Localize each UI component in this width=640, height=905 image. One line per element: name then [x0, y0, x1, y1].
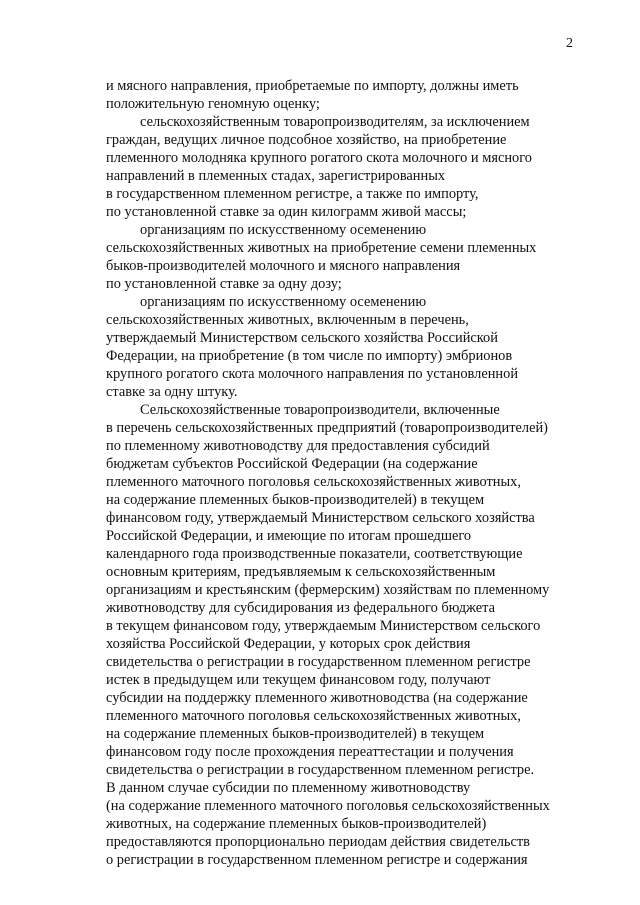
text-line: финансовом году после прохождения переаттестации и получения — [106, 744, 514, 760]
text-line: сельскохозяйственных животных на приобретение семени племенных — [106, 240, 537, 256]
text-line: крупного рогатого скота молочного направления по установленной — [106, 366, 519, 382]
text-line: направлений в племенных стадах, зарегистрированных — [106, 168, 446, 184]
text-line: граждан, ведущих личное подсобное хозяйство, на приобретение — [106, 132, 507, 148]
text-line: племенного молодняка крупного рогатого скота молочного и мясного — [106, 150, 532, 166]
paragraph — [106, 221, 573, 293]
text-line: Федерации, на приобретение (в том числе по импорту) эмбрионов — [106, 348, 513, 364]
text-line: на содержание племенных быков-производителей) в текущем — [106, 492, 485, 508]
paragraph — [106, 113, 573, 221]
text-line: Сельскохозяйственные товаропроизводители, включенные — [140, 402, 500, 418]
text-line: организациям по искусственному осеменению — [140, 294, 427, 310]
text-line: предоставляются пропорционально периодам действия свидетельств — [106, 834, 530, 850]
text-line: на содержание племенных быков-производителей) в текущем — [106, 726, 485, 742]
document-body — [106, 77, 573, 869]
paragraph — [106, 293, 573, 401]
paragraph — [106, 77, 573, 113]
text-line: бюджетам субъектов Российской Федерации (на содержание — [106, 456, 478, 472]
text-line: положительную геномную оценку; — [106, 96, 320, 112]
text-line: сельскохозяйственных животных, включенным в перечень, — [106, 312, 469, 328]
text-line: организациям по искусственному осеменению — [140, 222, 427, 238]
text-line: хозяйства Российской Федерации, у которых срок действия — [106, 636, 471, 652]
text-line: календарного года производственные показатели, соответствующие — [106, 546, 523, 562]
text-line: в перечень сельскохозяйственных предприятий (товаропроизводителей) — [106, 420, 548, 436]
text-line: (на содержание племенного маточного поголовья сельскохозяйственных — [106, 798, 550, 814]
text-line: организациям и крестьянским (фермерским) хозяйствам по племенному — [106, 582, 550, 598]
text-line: Российской Федерации, и имеющие по итогам прошедшего — [106, 528, 472, 544]
page-number: 2 — [566, 36, 573, 51]
text-line: утверждаемый Министерством сельского хозяйства Российской — [106, 330, 498, 346]
paragraph — [106, 401, 573, 869]
text-line: о регистрации в государственном племенном регистре и содержания — [106, 852, 528, 868]
text-line: в государственном племенном регистре, а также по импорту, — [106, 186, 479, 202]
text-line: животноводству для субсидирования из федерального бюджета — [106, 600, 496, 616]
text-line: животных, на содержание племенных быков-производителей) — [106, 816, 487, 832]
text-line: ставке за одну штуку. — [106, 384, 238, 400]
text-line: в текущем финансовом году, утверждаемым Министерством сельского — [106, 618, 541, 634]
text-line: свидетельства о регистрации в государственном племенном регистре. — [106, 762, 535, 778]
text-line: субсидии на поддержку племенного животноводства (на содержание — [106, 690, 528, 706]
text-line: по установленной ставке за одну дозу; — [106, 276, 342, 292]
text-line: племенного маточного поголовья сельскохозяйственных животных, — [106, 474, 521, 490]
text-line: по племенному животноводству для предоставления субсидий — [106, 438, 490, 454]
text-line: основным критериям, предъявляемым к сельскохозяйственным — [106, 564, 496, 580]
text-line: по установленной ставке за один килограмм живой массы; — [106, 204, 467, 220]
text-line: племенного маточного поголовья сельскохозяйственных животных, — [106, 708, 521, 724]
text-line: сельскохозяйственным товаропроизводителям, за исключением — [140, 114, 530, 130]
text-line: истек в предыдущем или текущем финансовом году, получают — [106, 672, 491, 688]
text-line: В данном случае субсидии по племенному животноводству — [106, 780, 471, 796]
text-line: свидетельства о регистрации в государственном племенном регистре — [106, 654, 531, 670]
text-line: и мясного направления, приобретаемые по импорту, должны иметь — [106, 78, 519, 94]
text-line: финансовом году, утверждаемый Министерством сельского хозяйства — [106, 510, 535, 526]
text-line: быков-производителей молочного и мясного направления — [106, 258, 461, 274]
